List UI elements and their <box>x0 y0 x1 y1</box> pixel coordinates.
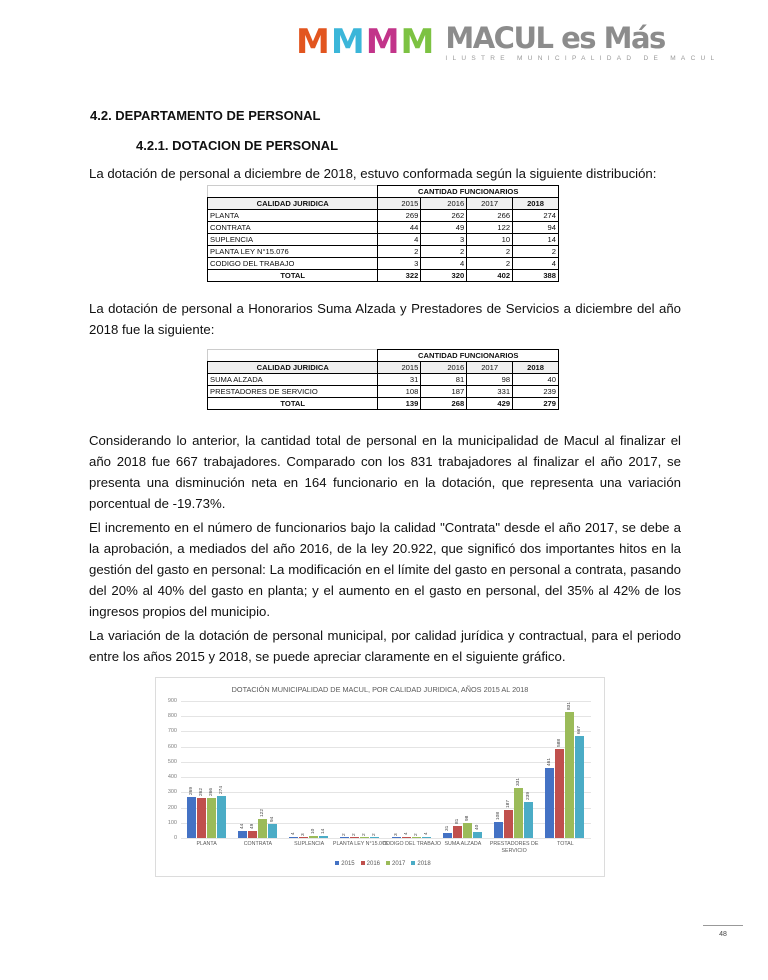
data-label: 331 <box>516 777 522 786</box>
year-header: 2017 <box>467 362 513 374</box>
table-row: SUMA ALZADA 31 81 98 40 <box>208 374 559 386</box>
y-axis-tick-label: 300 <box>167 789 177 796</box>
staff-table <box>207 185 559 282</box>
bar-2017 <box>565 712 574 838</box>
legend-swatch <box>386 861 390 865</box>
table-row: CODIGO DEL TRABAJO 3 4 2 4 <box>208 258 559 270</box>
bar-2015 <box>187 797 196 838</box>
year-header: 2018 <box>513 362 559 374</box>
bar-2016 <box>402 837 411 838</box>
data-label: 44 <box>239 823 245 830</box>
data-label: 31 <box>444 825 450 832</box>
data-label: 49 <box>249 823 255 829</box>
chart-plot-area <box>167 698 591 854</box>
table-row: PLANTA 269 262 266 274 <box>208 210 559 222</box>
data-label: 266 <box>208 787 214 796</box>
bar-group <box>340 701 381 838</box>
bar-2017 <box>360 837 369 838</box>
data-label: 14 <box>321 828 327 834</box>
year-header: 2015 <box>378 362 421 374</box>
bar-2015 <box>392 837 401 838</box>
paragraph-intro: La dotación de personal a diciembre de 2018, estuvo conformada según la siguiente distribución: <box>89 166 657 181</box>
data-label: 98 <box>464 815 470 822</box>
data-label: 4 <box>423 832 429 836</box>
bar-group <box>187 701 228 838</box>
staffing-bar-chart <box>155 677 605 877</box>
brand-block <box>445 20 720 62</box>
bar-2015 <box>545 768 554 838</box>
logo-mark <box>296 24 433 60</box>
bar-group <box>238 701 279 838</box>
data-label: 10 <box>311 829 317 835</box>
bar-2016 <box>248 831 257 838</box>
table-total-row: TOTAL 322 320 402 388 <box>208 270 559 282</box>
paragraph-honorarios: La dotación de personal a Honorarios Suma Alzada y Prestadores de Servicios a diciembre del año 2018 fue la siguiente: <box>89 301 681 337</box>
paragraph-chart-intro: La variación de la dotación de personal municipal, por calidad jurídica y contractual, para el periodo entre los años 2015 y 2018, se puede apreciar claramente en el siguiente gráfico. <box>89 628 681 664</box>
table-group-header: CANTIDAD FUNCIONARIOS <box>378 186 559 198</box>
y-axis-tick-label: 700 <box>167 728 177 735</box>
honorarios-table <box>207 349 559 410</box>
bar-2018 <box>473 832 482 838</box>
logo-letter: M <box>365 22 399 62</box>
bar-group <box>289 701 330 838</box>
table-col-header: CALIDAD JURIDICA <box>208 198 378 210</box>
y-axis-tick-label: 100 <box>167 819 177 826</box>
data-label: 262 <box>198 788 204 797</box>
data-label: 269 <box>188 787 194 796</box>
bar-2017 <box>258 819 267 838</box>
x-axis-category-label: SUPLENCIA <box>294 841 325 847</box>
data-label: 461 <box>547 757 553 766</box>
bar-2016 <box>197 798 206 838</box>
bar-2016 <box>555 749 564 839</box>
bar-2015 <box>289 837 298 838</box>
bar-2018 <box>524 802 533 838</box>
bar-2017 <box>463 823 472 838</box>
y-axis-tick-label: 600 <box>167 743 177 750</box>
x-axis-category-label: CODIGO DEL TRABAJO <box>382 841 442 847</box>
table-col-header: CALIDAD JURIDICA <box>208 362 378 374</box>
logo-letter: M <box>400 22 434 62</box>
year-header: 2016 <box>421 198 467 210</box>
data-label: 2 <box>413 833 419 836</box>
data-label: 187 <box>506 799 512 808</box>
year-header: 2018 <box>513 198 559 210</box>
x-axis-category-label: PRESTADORES DE SERVICIO <box>489 841 539 854</box>
bar-2017 <box>514 788 523 838</box>
y-axis-tick-label: 900 <box>167 698 177 704</box>
table-row: PRESTADORES DE SERVICIO 108 187 331 239 <box>208 386 559 398</box>
bar-2018 <box>370 837 379 838</box>
data-label: 588 <box>557 738 563 747</box>
y-axis-tick-label: 800 <box>167 713 177 720</box>
data-label: 2 <box>372 833 378 836</box>
bar-2016 <box>453 826 462 838</box>
logo-letter: M <box>296 22 329 62</box>
x-axis-category-label: SUMA ALZADA <box>444 841 482 847</box>
bar-2017 <box>412 837 421 838</box>
x-axis-category-label: PLANTA LEY N°15.076 <box>332 841 388 847</box>
y-axis-tick-label: 400 <box>167 774 177 781</box>
bar-2018 <box>575 736 584 838</box>
table-row: CONTRATA 44 49 122 94 <box>208 222 559 234</box>
legend-swatch <box>411 861 415 865</box>
data-label: 122 <box>259 809 265 818</box>
data-label: 2 <box>352 833 358 836</box>
gridline <box>181 838 591 839</box>
data-label: 94 <box>269 816 275 822</box>
year-header: 2017 <box>467 198 513 210</box>
bar-group <box>494 701 535 838</box>
legend-label: 2015 <box>341 861 355 867</box>
data-label: 2 <box>342 833 348 836</box>
legend-swatch <box>335 861 339 865</box>
data-label: 40 <box>474 824 480 830</box>
data-label: 4 <box>291 832 297 836</box>
data-label: 3 <box>393 832 399 836</box>
legend-label: 2017 <box>392 861 406 867</box>
data-label: 3 <box>301 832 307 836</box>
table-total-row: TOTAL 139 268 429 279 <box>208 398 559 410</box>
chart-title: DOTACIÓN MUNICIPALIDAD DE MACUL, POR CALIDAD JURIDICA, AÑOS 2015 AL 2018 <box>231 685 529 694</box>
x-axis-category-label: PLANTA <box>196 841 217 847</box>
year-header: 2015 <box>378 198 421 210</box>
bar-2016 <box>504 810 513 838</box>
bar-2016 <box>299 837 308 838</box>
data-label: 831 <box>567 701 573 710</box>
brand-subtitle: ILUSTRE MUNICIPALIDAD DE MACUL <box>445 54 720 62</box>
legend-swatch <box>361 861 365 865</box>
bar-2015 <box>238 831 247 838</box>
page-number: 48 <box>719 931 727 938</box>
bar-2018 <box>319 836 328 838</box>
data-label: 239 <box>526 791 532 800</box>
data-label: 667 <box>577 726 583 735</box>
bar-2018 <box>422 837 431 838</box>
table-row: SUPLENCIA 4 3 10 14 <box>208 234 559 246</box>
data-label: 4 <box>403 832 409 836</box>
year-header: 2016 <box>421 362 467 374</box>
bar-2015 <box>443 833 452 838</box>
subsection-heading: 4.2.1. DOTACION DE PERSONAL <box>136 138 339 153</box>
section-heading: 4.2. DEPARTAMENTO DE PERSONAL <box>90 108 321 123</box>
bar-2017 <box>207 798 216 838</box>
municipal-logo <box>296 22 719 62</box>
brand-name: MACUL es Más <box>445 20 665 55</box>
y-axis-tick-label: 200 <box>167 804 177 811</box>
x-axis-category-label: CONTRATA <box>243 841 273 847</box>
bar-2017 <box>309 836 318 838</box>
legend-label: 2016 <box>366 861 380 867</box>
footer-rule <box>703 925 743 926</box>
table-row: PLANTA LEY N°15.076 2 2 2 2 <box>208 246 559 258</box>
bar-group <box>392 701 433 838</box>
bar-2015 <box>340 837 349 838</box>
y-axis-tick-label: 0 <box>173 835 177 841</box>
y-axis-tick-label: 500 <box>167 758 177 765</box>
bar-group <box>545 701 586 838</box>
bar-group <box>443 701 484 838</box>
data-label: 2 <box>362 833 368 836</box>
logo-letter: M <box>330 22 364 62</box>
bar-2015 <box>494 822 503 838</box>
data-label: 274 <box>218 786 224 795</box>
x-axis-category-label: TOTAL <box>557 841 574 847</box>
data-label: 108 <box>496 811 502 820</box>
table-group-header: CANTIDAD FUNCIONARIOS <box>378 350 559 362</box>
bar-2016 <box>350 837 359 838</box>
chart-legend <box>156 861 604 867</box>
legend-label: 2018 <box>417 861 431 867</box>
bar-2018 <box>268 824 277 838</box>
bar-2018 <box>217 796 226 838</box>
data-label: 81 <box>454 818 460 824</box>
paragraph-total-summary: Considerando lo anterior, la cantidad total de personal en la municipalidad de Macul al finalizar el año 2018 fue 667 trabajadores. Comparado con los 831 trabajadores al finalizar el año 2017, se presenta una disminución neta en 164 funcionario en la dotación, que representa una variación porcentual de -19.73%. <box>89 433 681 511</box>
paragraph-contrata-explanation: El incremento en el número de funcionarios bajo la calidad "Contrata" desde el año 2017, se debe a la aprobación, a mediados del año 2016, de la ley 20.922, que significó dos importantes hitos en la gestión del gasto en personal: La modificación en el límite del gasto en personal a contrata, pasando del 20% al 40% del gasto en planta; y el aumento en el gasto en personal, del 35% al 42% de los ingresos propios del municipio. <box>89 520 681 619</box>
